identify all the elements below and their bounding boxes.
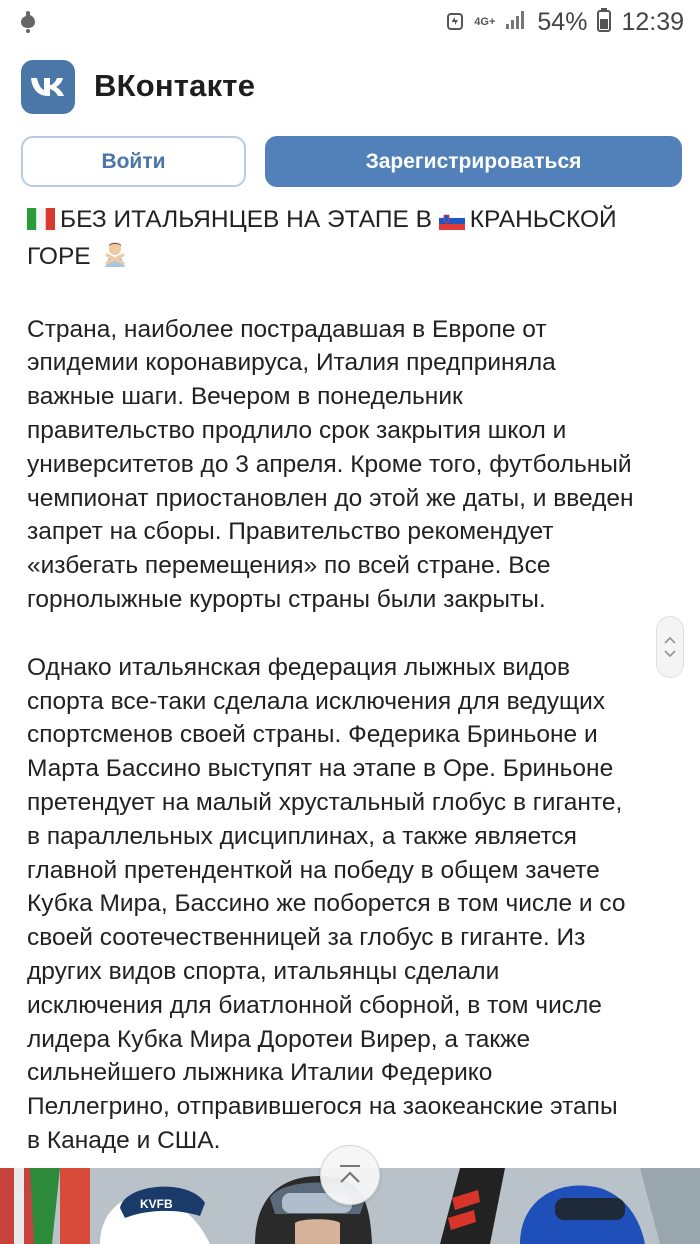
register-button[interactable]: Зарегистрироваться	[265, 136, 682, 187]
battery-percent: 54%	[537, 7, 588, 36]
text-line: Пеллегрино, отправившегося на заокеанские этапы	[27, 1093, 618, 1121]
text-line: Страна, наиболее пострадавшая в Европе от	[27, 315, 547, 343]
post-text	[27, 203, 675, 1158]
text-line: правительство продлило срок закрытия школ и	[27, 416, 567, 444]
text-line: исключения для биатлонной сборной, в том числе	[27, 991, 602, 1019]
svg-text:KVFB: KVFB	[140, 1197, 173, 1211]
title-part-1: БЕЗ ИТАЛЬЯНЦЕВ НА ЭТАПЕ В	[60, 206, 432, 233]
status-bar	[0, 0, 700, 44]
battery-saver-icon	[446, 10, 464, 35]
text-line: Марта Бассино выступят на этапе в Оре. Бриньоне	[27, 755, 614, 783]
title-part-3: ГОРЕ	[27, 242, 91, 270]
text-line: своей соотечественницей за глобус в гиганте. Из	[27, 924, 586, 952]
text-line: Кубка Мира, Бассино же поборется в том числе и со	[27, 890, 626, 918]
login-button[interactable]: Войти	[21, 136, 246, 187]
paragraph-1	[27, 313, 675, 617]
app-title: ВКонтакте	[94, 68, 256, 103]
text-line: сильнейшего лыжника Италии Федерико	[27, 1059, 493, 1087]
text-line: эпидемии коронавируса, Италия предприняла	[27, 349, 556, 377]
title-part-2: КРАНЬСКОЙ	[469, 206, 617, 233]
text-line: в Канаде и США.	[27, 1126, 221, 1154]
text-line: главной претенденткой на победу в общем зачете	[27, 856, 600, 884]
signal-icon	[505, 9, 527, 36]
text-line: лидера Кубка Мира Доротеи Вирер, а также	[27, 1025, 531, 1053]
text-line: претендует на малый хрустальный глобус в гиганте,	[27, 788, 623, 816]
text-line: университетов до 3 апреля. Кроме того, футбольный	[27, 450, 632, 478]
person-gesturing-no-icon	[101, 241, 129, 279]
network-type: 4G+	[474, 15, 496, 28]
text-line: «избегать перемещения» по всей стране. Все	[27, 552, 551, 580]
text-line: спортсменов своей страны. Федерика Бриньоне и	[27, 721, 598, 749]
text-line: важные шаги. Вечером в понедельник	[27, 383, 463, 411]
text-line: Однако итальянская федерация лыжных видов	[27, 653, 571, 681]
scroll-to-top-icon[interactable]	[320, 1145, 380, 1205]
text-line: запрет на сборы. Правительство рекомендует	[27, 518, 554, 546]
scroll-indicator-icon[interactable]	[656, 616, 684, 678]
text-line: других видов спорта, итальянцы сделали	[27, 957, 500, 985]
slovenia-flag-icon	[439, 206, 465, 240]
battery-icon	[597, 8, 611, 37]
notification-icon	[18, 10, 38, 39]
app-header	[0, 44, 700, 128]
italy-flag-icon	[27, 206, 55, 240]
text-line: чемпионат приостановлен до этой же даты, и введен	[27, 484, 634, 512]
clock: 12:39	[621, 7, 684, 36]
text-line: горнолыжные курорты страны были закрыты.	[27, 585, 546, 613]
text-line: в параллельных дисциплинах, а также является	[27, 822, 577, 850]
vk-logo-icon[interactable]	[21, 60, 75, 114]
paragraph-2	[27, 651, 675, 1158]
post-title	[27, 203, 675, 279]
text-line: спорта все-таки сделала исключения для ведущих	[27, 687, 606, 715]
